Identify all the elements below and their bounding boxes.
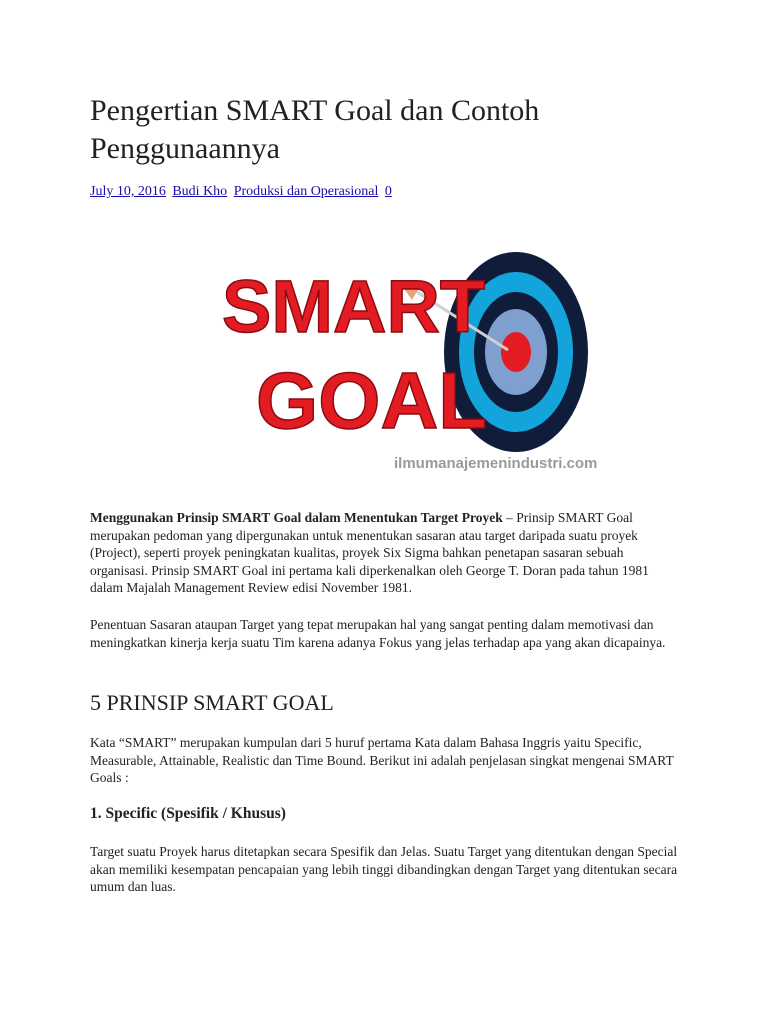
intro-text: – Prinsip SMART Goal merupakan pedoman yang dipergunakan untuk menentukan sasaran atau target daripada suatu proyek (Project), seperti proyek peningkatan kualitas, proyek Six Sigma bahkan penetapan sasaran sebuah organisasi. Prinsip SMART Goal ini pertama kali diperkenalkan oleh George T. Doran pada tahun 1981 dalam Majalah Management Review edisi November 1981.: [90, 510, 649, 595]
image-word-smart: SMART: [222, 265, 486, 348]
comments-link[interactable]: 0: [384, 184, 392, 199]
intro-bold: Menggunakan Prinsip SMART Goal dalam Menentukan Target Proyek: [90, 510, 503, 525]
date-link[interactable]: July 10, 2016: [90, 184, 166, 199]
section-heading: 5 PRINSIP SMART GOAL: [90, 690, 334, 715]
paragraph-specific: Target suatu Proyek harus ditetapkan secara Spesifik dan Jelas. Suatu Target yang ditentukan dengan Special akan memiliki kesempatan pencapaian yang lebih tinggi dibandingkan dengan Target yang ditentukan secara umum dan luas.: [90, 844, 678, 894]
paragraph-motivation: Penentuan Sasaran ataupan Target yang tepat merupakan hal yang sangat penting dalam memotivasi dan meningkatkan kinerja kerja suatu Tim karena adanya Fokus yang jelas terhadap apa yang akan dicapainya.: [90, 617, 666, 650]
paragraph-smart-definition: Kata “SMART” merupakan kumpulan dari 5 huruf pertama Kata dalam Bahasa Inggris yaitu Specific, Measurable, Attainable, Realistic dan Time Bound. Berikut ini adalah penjelasan singkat mengenai SMART Goals :: [90, 735, 674, 785]
subheading-specific: 1. Specific (Spesifik / Khusus): [90, 805, 286, 822]
smart-goal-image: [218, 240, 618, 480]
image-watermark: ilmumanajemenindustri.com: [394, 455, 598, 472]
article-meta: [90, 183, 395, 201]
intro-paragraph: [90, 509, 680, 597]
article-title: Pengertian SMART Goal dan Contoh Penggunaannya: [90, 94, 540, 165]
author-link[interactable]: Budi Kho: [172, 184, 228, 199]
category-link[interactable]: Produksi dan Operasional: [233, 184, 379, 199]
image-word-goal: GOAL: [256, 356, 488, 445]
